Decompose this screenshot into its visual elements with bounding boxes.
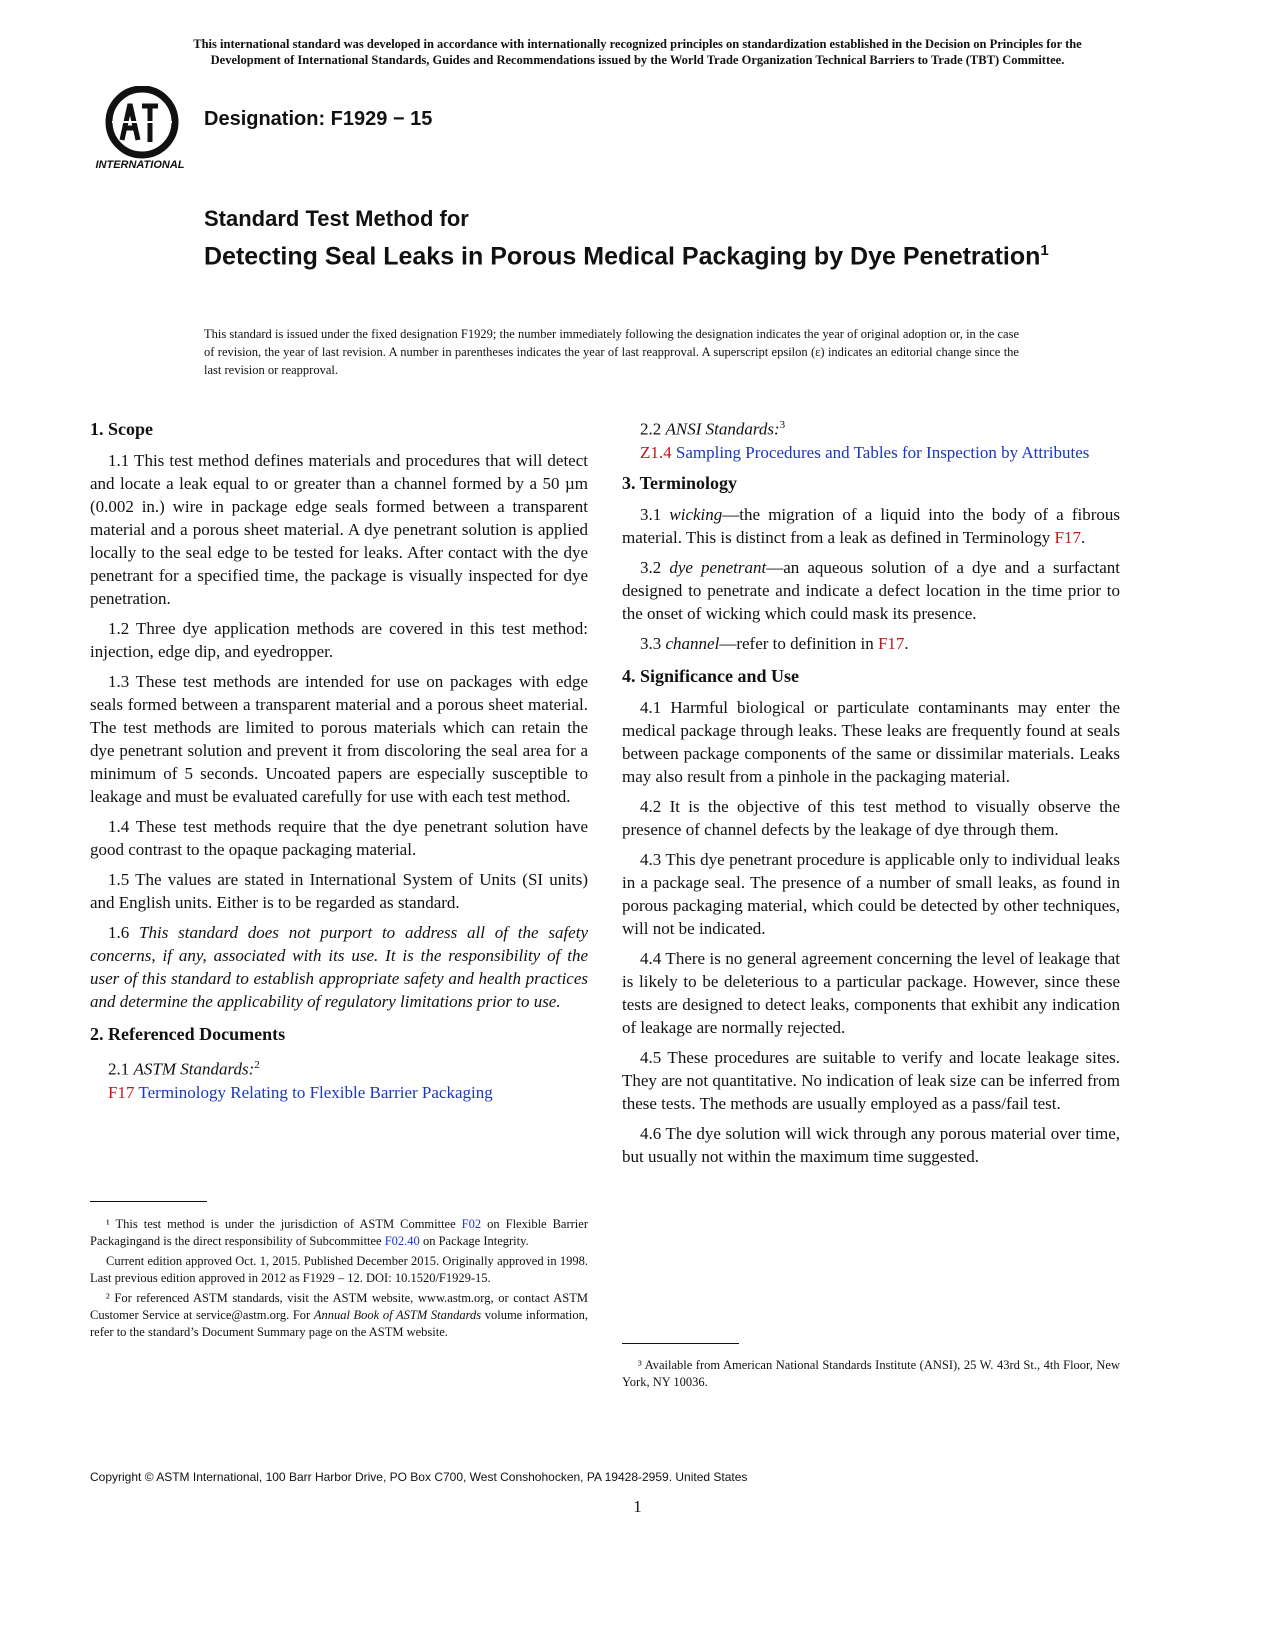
ansi-standards-label bbox=[622, 414, 1120, 441]
paragraph-2-2-number: 2.2 bbox=[640, 419, 666, 439]
footnote-1-text-a: ¹ This test method is under the jurisdiction of ASTM Committee bbox=[106, 1217, 462, 1231]
link-f02-40[interactable]: F02.40 bbox=[384, 1234, 420, 1248]
footnote-1-edition: Current edition approved Oct. 1, 2015. Published December 2015. Originally approved in 1998. Last previous edition approved in 2012 as F1929 – 12. DOI: 10.1520/F1929-15. bbox=[90, 1254, 588, 1285]
paragraph-1-1: 1.1 This test method defines materials and procedures that will detect and locate a leak equal to or greater than a channel formed by a 50 µm (0.002 in.) wire in package edge seals formed between a transparent material and a porous sheet material. A dye penetrant solution is applied locally to the seal edge to be tested for leaks. After contact with the dye penetrant for a specified time, the package is visually inspected for dye penetration. bbox=[90, 451, 588, 608]
paragraph-3-2-text: —an aqueous solution of a dye and a surfactant designed to penetrate and indicate a defect location in the time prior to the onset of wicking which could mask its presence. bbox=[622, 557, 1120, 623]
reference-z14 bbox=[622, 441, 1120, 464]
designation: Designation: F1929 − 15 bbox=[204, 108, 433, 130]
significance-heading: 4. Significance and Use bbox=[622, 665, 800, 686]
ref-f17-link[interactable]: F17 bbox=[1054, 527, 1081, 547]
astm-standards-text: ASTM Standards: bbox=[133, 1059, 255, 1079]
left-footnotes bbox=[90, 1216, 588, 1344]
footnote-ref-3: 3 bbox=[779, 419, 786, 431]
paragraph-3-3-end: . bbox=[904, 633, 909, 653]
paragraph-3-1-number: 3.1 bbox=[640, 504, 670, 524]
left-column bbox=[90, 418, 588, 1104]
paragraph-1-4: 1.4 These test methods require that the dye penetrant solution have good contrast to the opaque packaging material. bbox=[90, 817, 588, 859]
astm-logo-icon bbox=[92, 86, 192, 174]
paragraph-3-1-text: —the migration of a liquid into the body of a fibrous material. This is distinct from a leak as defined in Terminology bbox=[622, 504, 1120, 547]
left-footnote-rule bbox=[90, 1201, 207, 1202]
paragraph-1-2: 1.2 Three dye application methods are covered in this test method: injection, edge dip, and eyedropper. bbox=[90, 619, 588, 661]
referenced-documents-heading: 2. Referenced Documents bbox=[90, 1024, 286, 1044]
paragraph-3-3-text: —refer to definition in bbox=[719, 633, 878, 653]
footnote-3: ³ Available from American National Standards Institute (ANSI), 25 W. 43rd St., 4th Floor, New York, NY 10036. bbox=[622, 1358, 1120, 1389]
scope-heading: 1. Scope bbox=[90, 419, 153, 439]
paragraph-1-5: 1.5 The values are stated in International System of Units (SI units) and English units. Either is to be regarded as standard. bbox=[90, 870, 588, 912]
issued-note: This standard is issued under the fixed designation F1929; the number immediately following the designation indicates the year of original adoption or, in the case of revision, the year of last revision. A number in parentheses indicates the year of last reapproval. A superscript epsilon (ε) indicates an editorial change since the last revision or reapproval. bbox=[204, 327, 1019, 377]
title-line1: Standard Test Method for bbox=[204, 206, 469, 231]
paragraph-3-3 bbox=[622, 632, 1120, 655]
right-footnote-rule bbox=[622, 1343, 739, 1344]
right-column bbox=[622, 418, 1120, 1175]
paragraph-4-3: 4.3 This dye penetrant procedure is applicable only to individual leaks in a package seal. The presence of a number of small leaks, as found in porous packaging material, which could be detected by other techniques, will not be indicated. bbox=[622, 849, 1120, 938]
reference-f17 bbox=[90, 1081, 588, 1104]
paragraph-1-6-number: 1.6 bbox=[108, 923, 140, 942]
reference-f17-title[interactable]: Terminology Relating to Flexible Barrier Packaging bbox=[138, 1082, 493, 1102]
footnote-2 bbox=[90, 1290, 588, 1341]
term-dye-penetrant: dye penetrant bbox=[669, 557, 767, 577]
footnote-2-text-a: ² For referenced ASTM standards, visit the ASTM website, www.astm.org, or contact ASTM Customer Service at service@astm.org. For bbox=[90, 1291, 588, 1322]
right-footnotes bbox=[622, 1357, 1120, 1394]
reference-z14-code[interactable]: Z1.4 bbox=[640, 442, 672, 462]
paragraph-4-6: 4.6 The dye solution will wick through any porous material over time, but usually not within the maximum time suggested. bbox=[622, 1123, 1120, 1166]
footnote-1 bbox=[90, 1216, 588, 1250]
title-footnote-mark: 1 bbox=[1040, 242, 1049, 259]
reference-f17-code[interactable]: F17 bbox=[108, 1082, 135, 1102]
astm-logo bbox=[92, 86, 192, 174]
top-notice bbox=[60, 36, 1215, 68]
astm-standards-label bbox=[90, 1054, 588, 1081]
paragraph-3-2 bbox=[622, 556, 1120, 625]
footnote-ref-2: 2 bbox=[254, 1059, 260, 1071]
ansi-standards-text: ANSI Standards: bbox=[665, 419, 780, 439]
document-title bbox=[204, 235, 1104, 272]
footnote-1-text-b: on Flexible Barrier Packagingand is the direct responsibility of Subcommittee bbox=[90, 1217, 588, 1248]
reference-z14-title[interactable]: Sampling Procedures and Tables for Inspection by Attributes bbox=[675, 442, 1090, 462]
title-main-text: Detecting Seal Leaks in Porous Medical Packaging by Dye Penetration bbox=[204, 242, 1041, 271]
terminology-heading: 3. Terminology bbox=[622, 472, 738, 493]
paragraph-3-1 bbox=[622, 503, 1120, 549]
paragraph-3-3-number: 3.3 bbox=[640, 633, 666, 653]
copyright: Copyright © ASTM International, 100 Barr Harbor Drive, PO Box C700, West Conshohocken, PA 19428-2959. United States bbox=[90, 1470, 748, 1484]
paragraph-4-1: 4.1 Harmful biological or particulate contaminants may enter the medical package through leaks. These leaks are frequently found at seals between package components of the same or dissimilar materials. Leaks may also result from a pinhole in the packaging material. bbox=[622, 697, 1120, 786]
paragraph-4-4: 4.4 There is no general agreement concerning the level of leakage that is likely to be deleterious to a particular package. However, since these tests are designed to detect leaks, components that exhibit any indication of leakage are normally rejected. bbox=[622, 948, 1120, 1037]
paragraph-4-2: 4.2 It is the objective of this test method to visually observe the presence of channel defects by the leakage of dye through them. bbox=[622, 796, 1120, 839]
footnote-1-text-c: on Package Integrity. bbox=[419, 1234, 529, 1248]
footnote-2-italic: Annual Book of ASTM Standards bbox=[313, 1308, 482, 1322]
top-notice-line1: This international standard was developed in accordance with internationally recognized principles on standardization established in the Decision on Principles for the bbox=[193, 37, 1082, 51]
paragraph-1-6 bbox=[90, 921, 588, 1013]
paragraph-4-5: 4.5 These procedures are suitable to verify and locate leakage sites. They are not quantitative. No indication of leak size can be inferred from these tests. The methods are usually employed as a pass/fail test. bbox=[622, 1047, 1120, 1113]
paragraph-3-2-number: 3.2 bbox=[640, 557, 670, 577]
top-notice-line2: Development of International Standards, Guides and Recommendations issued by the World Trade Organization Technical Barriers to Trade (TBT) Committee. bbox=[210, 53, 1065, 67]
page-number: 1 bbox=[633, 1497, 642, 1516]
logo-text: INTERNATIONAL bbox=[95, 159, 185, 171]
paragraph-3-1-end: . bbox=[1081, 527, 1086, 547]
paragraph-2-1-number: 2.1 bbox=[108, 1059, 134, 1079]
term-wicking: wicking bbox=[669, 504, 723, 524]
term-channel: channel bbox=[665, 633, 720, 653]
ref-f17-link-2[interactable]: F17 bbox=[877, 633, 905, 653]
footnote-2-text-b: volume information, refer to the standard’s Document Summary page on the ASTM website. bbox=[90, 1308, 588, 1339]
title-block bbox=[204, 205, 1104, 272]
paragraph-1-6-text: This standard does not purport to address all of the safety concerns, if any, associated with its use. It is the responsibility of the user of this standard to establish appropriate safety and health practices and determine the applicability of regulatory limitations prior to use. bbox=[90, 923, 588, 1011]
link-f02[interactable]: F02 bbox=[461, 1217, 482, 1231]
paragraph-1-3: 1.3 These test methods are intended for use on packages with edge seals formed between a transparent material and a porous sheet material. The test methods are limited to porous materials which can retain the dye penetrant solution and prevent it from discoloring the seal area for a minimum of 5 seconds. Uncoated papers are especially susceptible to leakage and must be evaluated carefully for use with each test method. bbox=[90, 672, 588, 806]
